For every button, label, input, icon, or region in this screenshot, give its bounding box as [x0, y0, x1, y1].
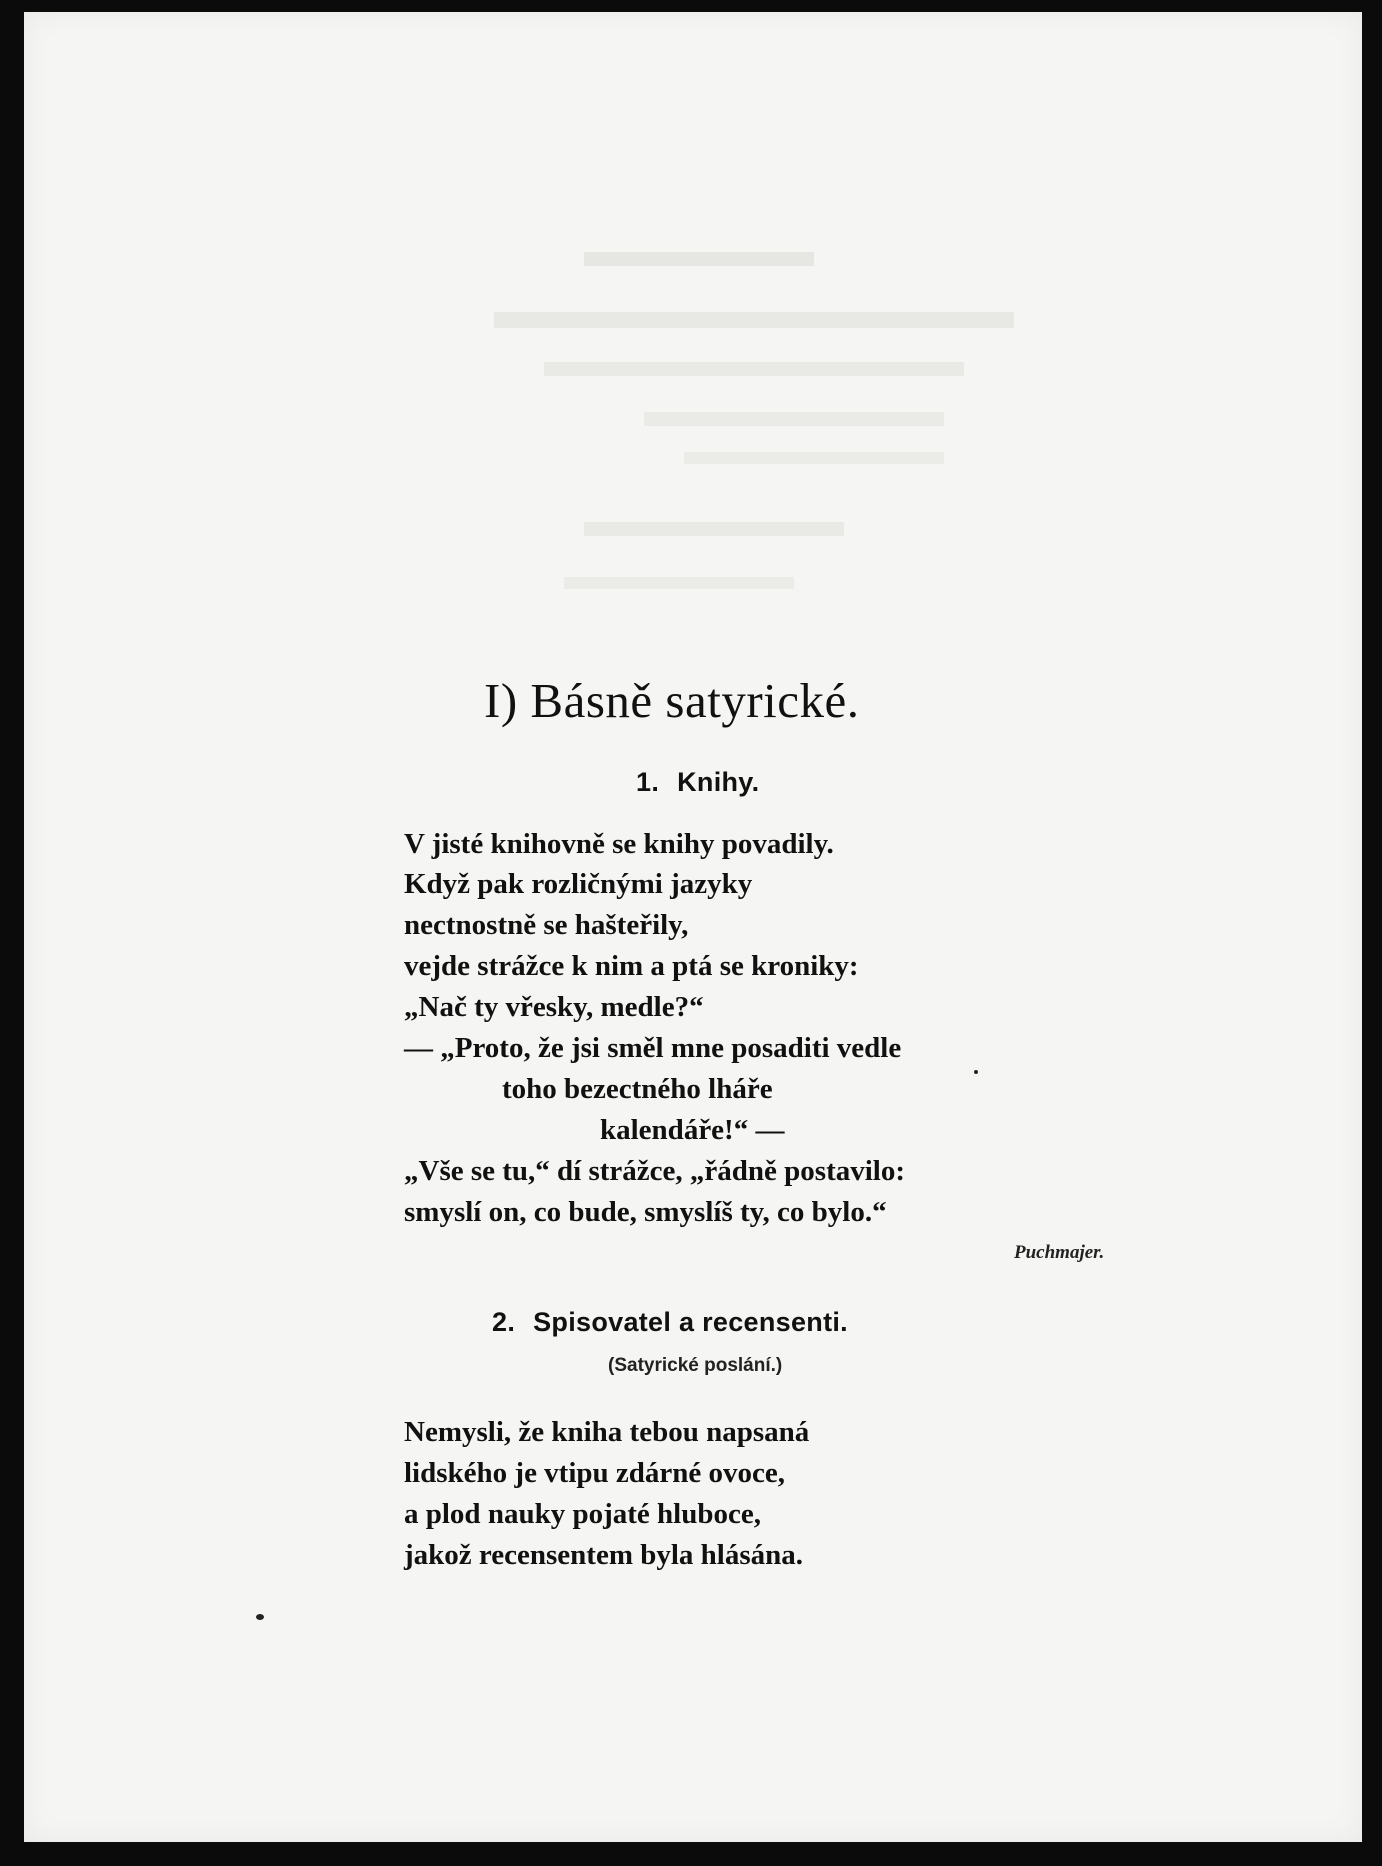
verse-line: smyslí on, co bude, smyslíš ty, co bylo.“ — [404, 1196, 887, 1228]
book-page — [24, 12, 1362, 1842]
verse-line: toho bezectného lháře — [502, 1073, 773, 1105]
section-title: I) Básně satyrické. — [484, 673, 860, 728]
poem-title: Spisovatel a recensenti. — [533, 1307, 848, 1337]
show-through-smudge — [684, 452, 944, 464]
poem-number: 1. — [636, 767, 660, 797]
verse-line: jakož recensentem byla hlásána. — [404, 1539, 804, 1571]
show-through-smudge — [544, 362, 964, 376]
poem-title: Knihy. — [677, 767, 760, 797]
verse-line: — „Proto, že jsi směl mne posaditi vedle — [404, 1032, 902, 1064]
poem-author: Puchmajer. — [1014, 1242, 1105, 1263]
show-through-smudge — [584, 252, 814, 266]
verse-line: Nemysli, že kniha tebou napsaná — [404, 1416, 810, 1448]
show-through-smudge — [564, 577, 794, 589]
verse-line: lidského je vtipu zdárné ovoce, — [404, 1457, 786, 1489]
verse-line: vejde strážce k nim a ptá se kroniky: — [404, 950, 859, 982]
verse-line: V jisté knihovně se knihy povadily. — [404, 828, 834, 860]
show-through-smudge — [494, 312, 1014, 328]
poem-number: 2. — [492, 1307, 516, 1337]
poem-heading — [636, 767, 759, 798]
verse-line: a plod nauky pojaté hluboce, — [404, 1498, 761, 1530]
verse-line: Když pak rozličnými jazyky — [404, 868, 753, 900]
poem-heading — [492, 1307, 848, 1338]
verse-line: kalendáře!“ — — [600, 1114, 785, 1146]
verse-line: „Nač ty vřesky, medle?“ — [404, 991, 704, 1023]
show-through-smudge — [584, 522, 844, 536]
poem-subtitle: (Satyrické poslání.) — [608, 1355, 783, 1376]
show-through-smudge — [644, 412, 944, 426]
paper-speck — [974, 1070, 978, 1074]
verse-line: nectnostně se hašteřily, — [404, 909, 689, 941]
paper-speck — [256, 1614, 264, 1620]
verse-line: „Vše se tu,“ dí strážce, „řádně postavilo: — [404, 1155, 906, 1187]
